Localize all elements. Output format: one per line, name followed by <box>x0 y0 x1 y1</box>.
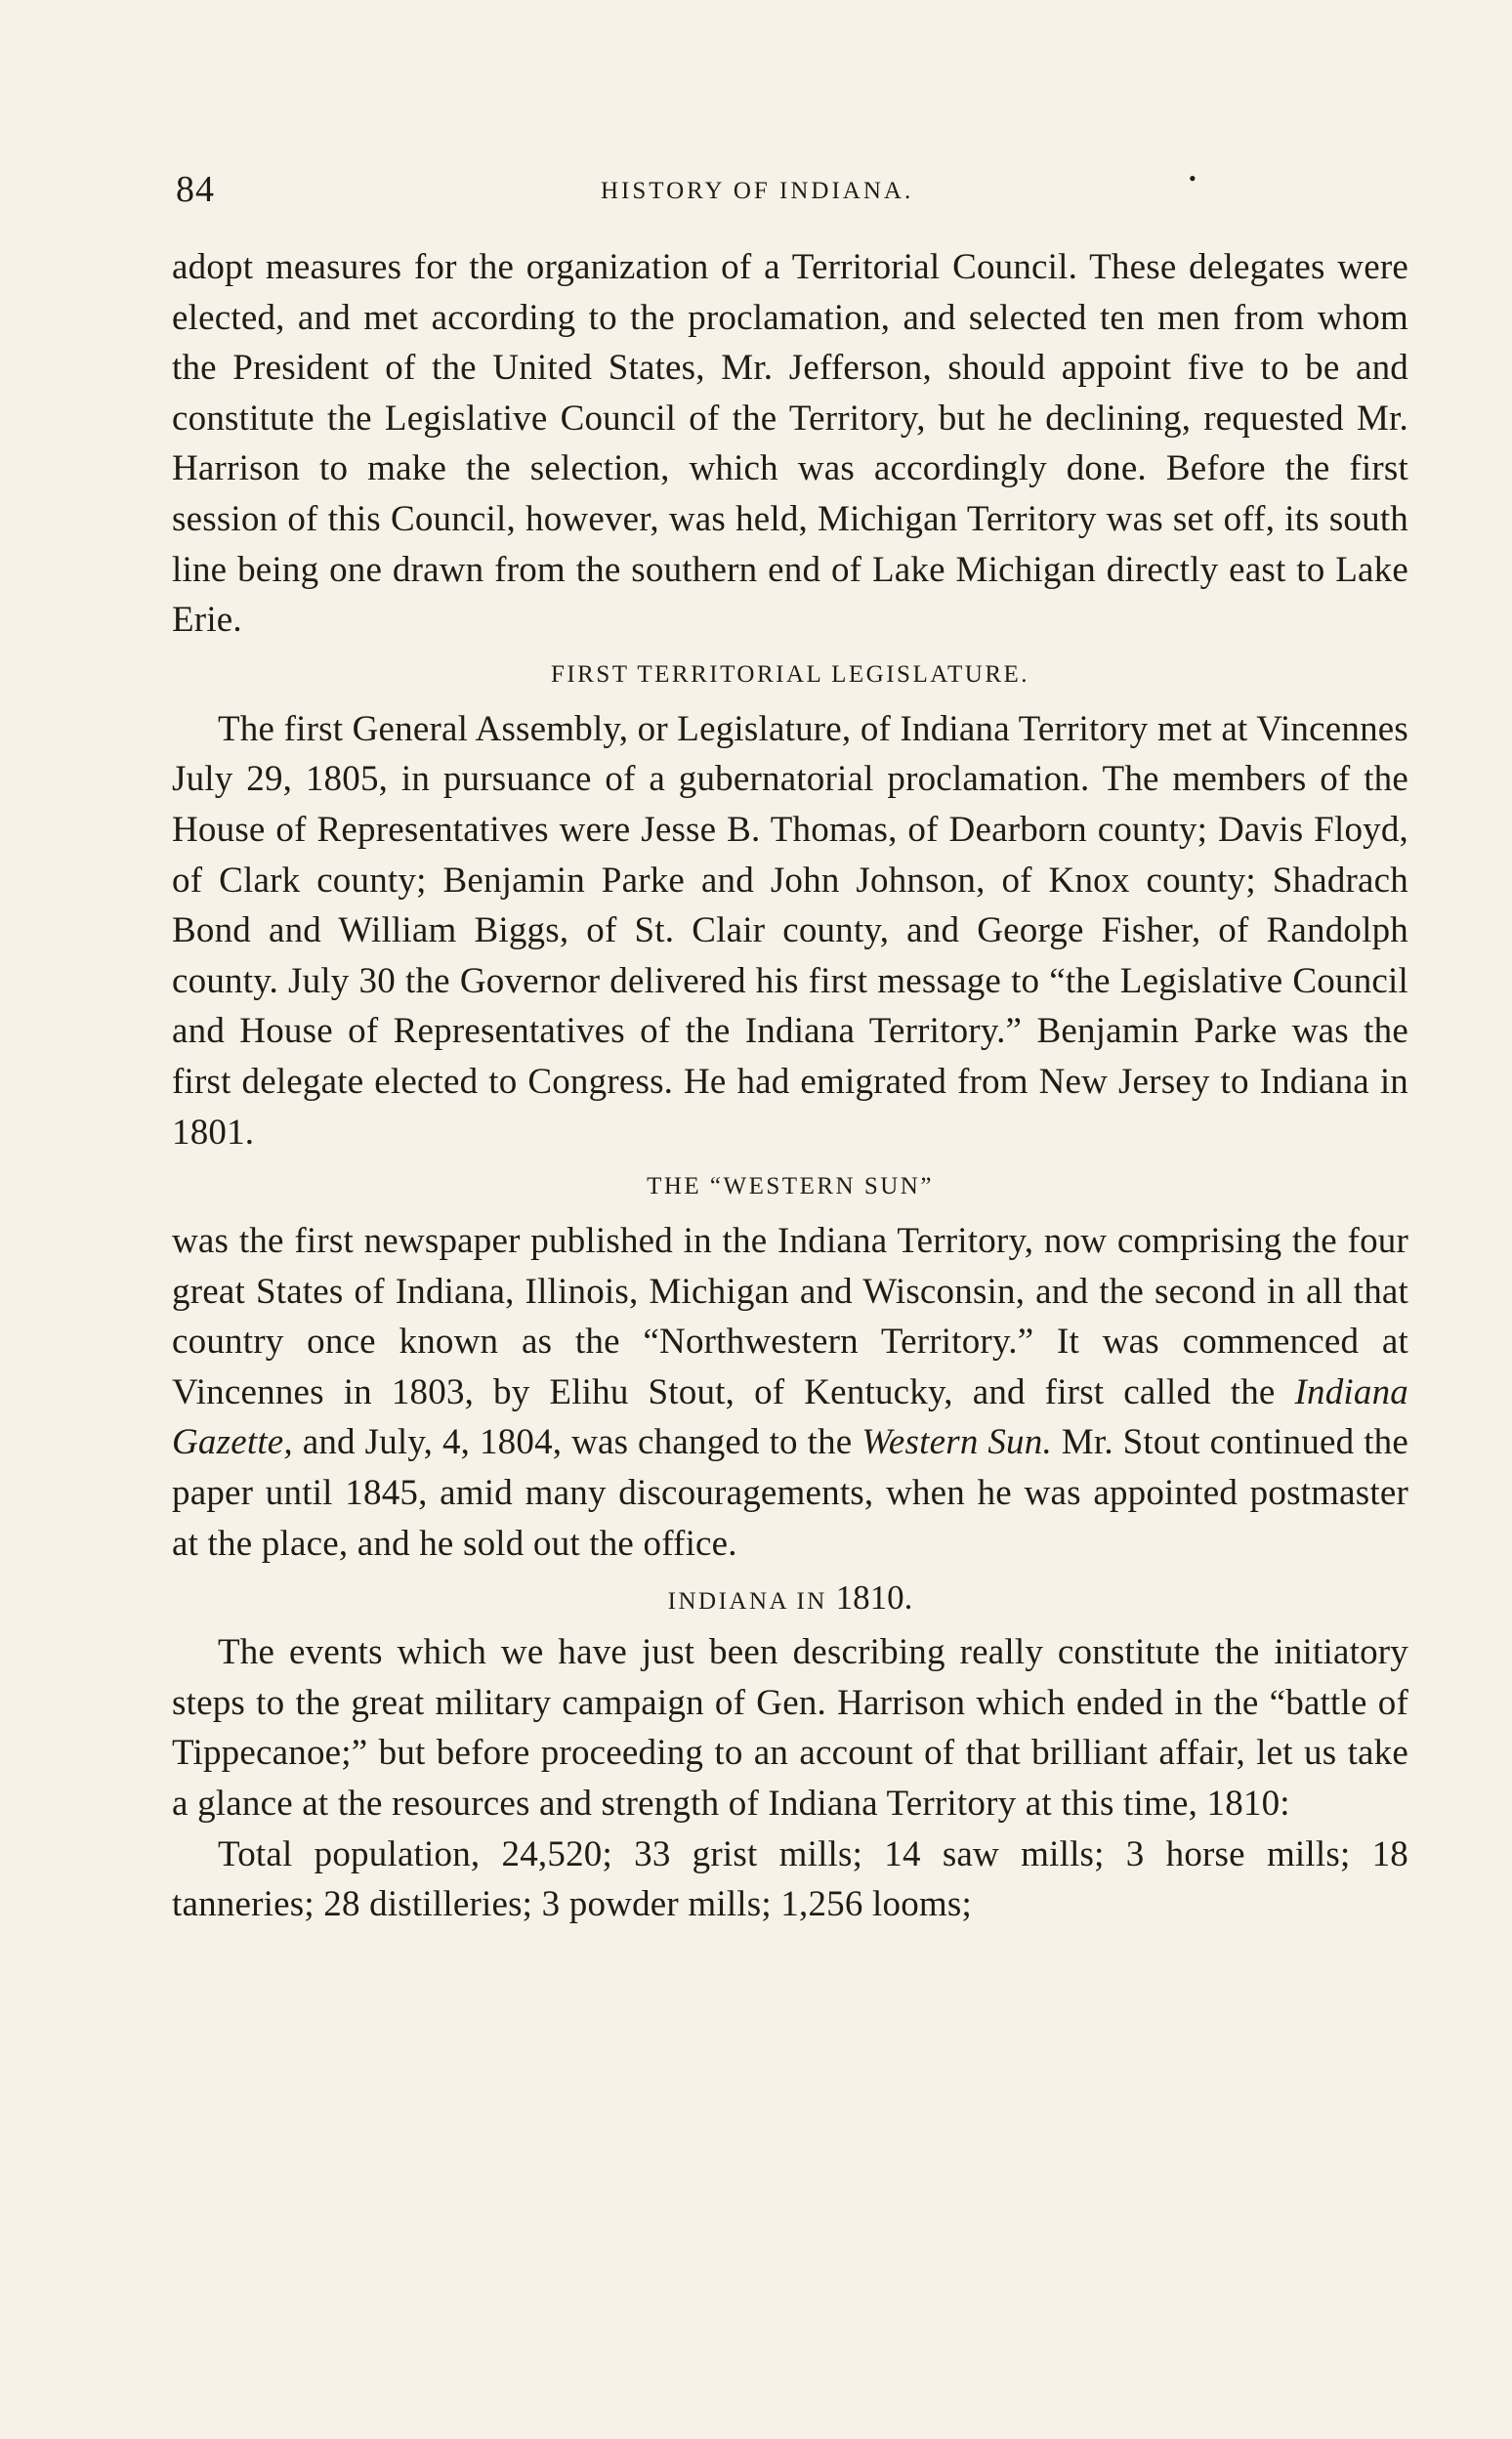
paragraph-territorial-council: adopt measures for the organization of a Territorial Council. These delegates were elected, and met according to the proclamation, and selected ten men from whom the President of the United States, Mr. Jefferson, should appoint five to be and constitute the Legislative Council of the Territory, but he declining, requested Mr. Harrison to make the selection, which was accordingly done. Before the first session of this Council, however, was held, Michigan Territory was set off, its south line being one drawn from the southern end of Lake Michigan directly east to Lake Erie. <box>172 247 1408 641</box>
section-heading-indiana-in-1810 <box>172 1569 1408 1627</box>
printer-mark: • <box>1189 166 1197 190</box>
italic-title-western-sun: Western Sun. <box>861 1422 1052 1463</box>
text-span: Mr. Stout continued the paper until 1845, amid many discouragements, when he was appointed postmaster at the place, and he sold out the office. <box>172 1422 1408 1564</box>
italic-title-indiana-gazette: Indiana Gazette, <box>172 1371 1408 1463</box>
heading-year: 1810. <box>835 1578 913 1618</box>
paragraph-first-general-assembly: The first General Assembly, or Legislature, of Indiana Territory met at Vincennes July 29, 1805, in pursuance of a gubernatorial proclamation. The members of the House of Representatives were Jesse B. Thomas, of Dearborn county; Davis Floyd, of Clark county; Benjamin Parke and John Johnson, of Knox county; Shadrach Bond and William Biggs, of St. Clair county, and George Fisher, of Randolph county. July 30 the Governor delivered his first message to “the Legislative Council and House of Representatives of the Indiana Territory.” Benjamin Parke was the first delegate elected to Congress. He had emigrated from New Jersey to Indiana in 1801. <box>172 708 1408 1153</box>
page-header <box>176 168 1407 217</box>
section-heading-western-sun: THE “WESTERN SUN” <box>647 1173 934 1200</box>
running-head: HISTORY OF INDIANA. <box>601 178 914 204</box>
paragraph-western-sun <box>172 1216 1408 1569</box>
paragraph-events-described: The events which we have just been describing really constitute the initiatory steps to the great military campaign of Gen. Harrison which ended in the “battle of Tippecanoe;” but before proceeding to an account of that brilliant affair, let us take a glance at the resources and strength of Indiana Territory at this time, 1810: <box>172 1632 1408 1825</box>
text-span: and July, 4, 1804, was changed to the <box>292 1422 862 1463</box>
page-number: 84 <box>176 169 215 210</box>
section-heading-first-territorial-legislature: FIRST TERRITORIAL LEGISLATURE. <box>550 660 1030 688</box>
paragraph-total-population: Total population, 24,520; 33 grist mills; 14 saw mills; 3 horse mills; 18 tanneries; 28 distilleries; 3 powder mills; 1,256 looms; <box>172 1833 1408 1925</box>
heading-label: INDIANA IN <box>667 1588 827 1616</box>
page-body <box>172 242 1408 1930</box>
text-span: was the first newspaper published in the Indiana Territory, now comprising the four great States of Indiana, Illinois, Michigan and Wisconsin, and the second in all that country once known as the “Northwestern Territory.” It was commenced at Vincennes in 1803, by Elihu Stout, of Kentucky, and first called the <box>172 1221 1408 1412</box>
